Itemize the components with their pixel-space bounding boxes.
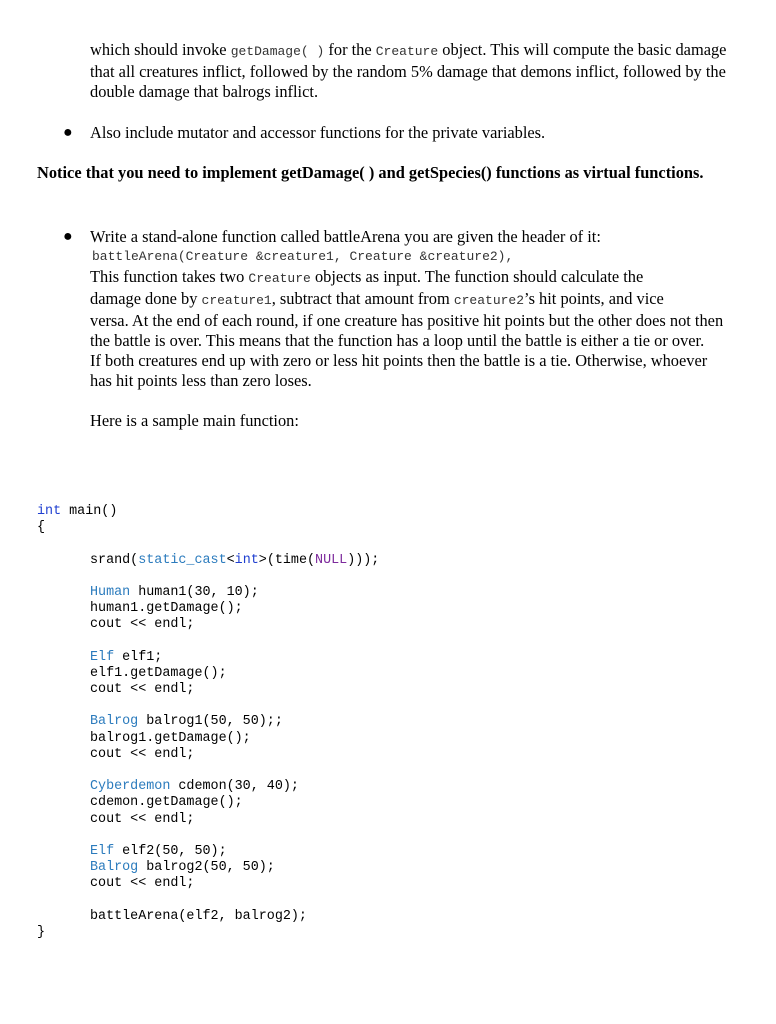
code-line-srand: srand(static_cast<int>(time(NULL))); — [90, 552, 380, 568]
code-line-cout: cout << endl; — [90, 617, 195, 633]
paragraph-getdamage-invoke — [90, 40, 730, 102]
code-line-balrog1-damage: balrog1.getDamage(); — [90, 730, 251, 746]
bullet-dot-icon: ● — [63, 228, 73, 245]
inline-code-creature1: creature1 — [201, 293, 272, 308]
code-sample-main — [37, 504, 737, 941]
code-line-elf1-damage: elf1.getDamage(); — [90, 665, 227, 681]
code-line-open-brace: { — [37, 520, 46, 536]
inline-code-creature2: creature2 — [453, 293, 525, 308]
code-line-cdemon-damage: cdemon.getDamage(); — [90, 795, 243, 811]
line-b-mid: , subtract that amount from — [271, 289, 454, 308]
bullet-dot-icon: ● — [63, 124, 73, 141]
code-line-battlearena-call: battleArena(elf2, balrog2); — [90, 908, 307, 924]
battlearena-header-code: battleArena(Creature &creature1, Creature &creature2), — [92, 249, 514, 264]
bullet-battlearena — [90, 227, 730, 431]
code-line-balrog2-decl: Balrog balrog2(50, 50); — [90, 860, 275, 876]
line-b-pre: damage done by — [90, 289, 202, 308]
inline-code-creature: Creature — [375, 44, 439, 59]
battlearena-line-a — [90, 267, 730, 289]
code-line-elf1-decl: Elf elf1; — [90, 649, 163, 665]
sample-main-intro: Here is a sample main function: — [90, 411, 299, 430]
para1-pre: which should invoke — [90, 40, 231, 59]
inline-code-getdamage: getDamage( ) — [230, 44, 325, 59]
code-line-human-decl: Human human1(30, 10); — [90, 584, 259, 600]
line-a-pre: This function takes two — [90, 267, 249, 286]
inline-code-creature-2: Creature — [248, 271, 311, 286]
code-line-cout: cout << endl; — [90, 682, 195, 698]
code-line-cdemon-decl: Cyberdemon cdemon(30, 40); — [90, 779, 299, 795]
line-b-post: ’s hit points, and vice — [524, 289, 664, 308]
line-a-post: objects as input. The function should calculate the — [310, 267, 644, 286]
para1-mid: for the — [324, 40, 376, 59]
battlearena-intro: Write a stand-alone function called battleArena you are given the header of it: — [90, 227, 601, 246]
code-line-elf2-decl: Elf elf2(50, 50); — [90, 843, 227, 859]
battlearena-tie-text: If both creatures end up with zero or less hit points then the battle is a tie. Otherwise, whoever has hit points less than zero loses. — [90, 351, 708, 390]
code-line-cout: cout << endl; — [90, 876, 195, 892]
code-line-main: int main() — [37, 504, 118, 519]
bullet-mutator-accessor: Also include mutator and accessor functions for the private variables. — [90, 123, 546, 142]
code-line-cout: cout << endl; — [90, 811, 195, 827]
battlearena-line-b — [90, 289, 730, 311]
code-line-cout: cout << endl; — [90, 746, 195, 762]
code-line-balrog1-decl: Balrog balrog1(50, 50);; — [90, 714, 283, 730]
para1-post: object. This will compute the basic damage that all creatures inflict, followed by the random 5% damage that demons inflict, followed by the double damage that balrogs inflict. — [90, 40, 727, 101]
code-line-close-brace: } — [37, 924, 46, 940]
battlearena-rest: versa. At the end of each round, if one creature has positive hit points but the other does not then the battle is over. This means that the function has a loop until the battle is either a tie or over. — [90, 311, 724, 350]
code-line-human-damage: human1.getDamage(); — [90, 601, 243, 617]
notice-virtual-functions: Notice that you need to implement getDamage( ) and getSpecies() functions as virtual functions. — [37, 163, 704, 182]
